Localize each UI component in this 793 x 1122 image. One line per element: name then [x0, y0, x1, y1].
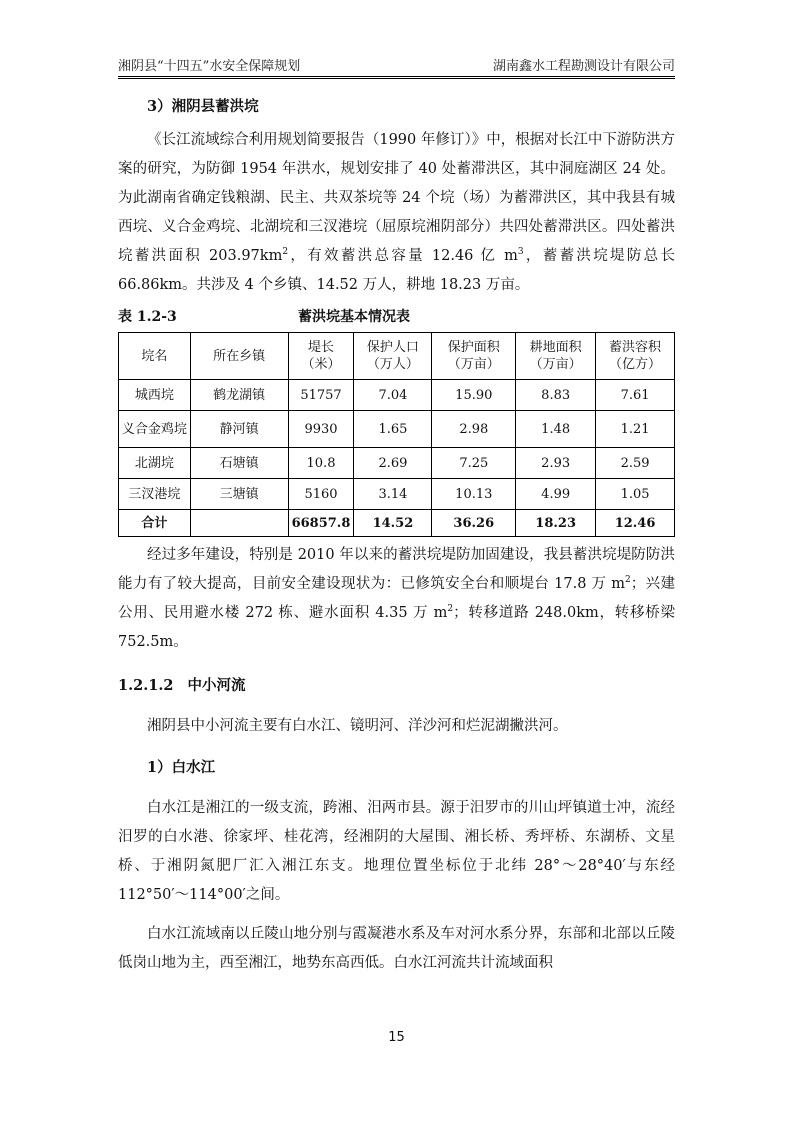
- table-header-row: [119, 333, 675, 380]
- table-cell: 2.93: [516, 448, 596, 479]
- header-rule-double: [118, 78, 675, 79]
- table-cell: 三汊港垸: [119, 479, 191, 510]
- table-cell: 14.52: [354, 510, 432, 537]
- table-cell: 9930: [288, 411, 354, 448]
- table-row: [119, 380, 675, 411]
- table-caption: [118, 304, 675, 330]
- section-heading: 3）湘阴县蓄洪垸: [147, 98, 259, 115]
- page-header: [118, 55, 675, 74]
- table-cell: 1.48: [516, 411, 596, 448]
- table-total-row: [119, 510, 675, 537]
- river-paragraph-2: 白水江流域南以丘陵山地分别与霞凝港水系及车对河水系分界，东部和北部以丘陵低岗山地为主，西至湘江，地势东高西低。白水江河流共计流域面积: [118, 926, 675, 971]
- table-row: [119, 411, 675, 448]
- table-cell: 7.25: [432, 448, 516, 479]
- table-cell: 1.21: [596, 411, 675, 448]
- table-cell: 15.90: [432, 380, 516, 411]
- header-cell: 耕地面积 （万亩）: [516, 333, 596, 380]
- table-cell: 4.99: [516, 479, 596, 510]
- table-cell: 1.65: [354, 411, 432, 448]
- table-cell: 合计: [119, 510, 191, 537]
- table-cell: 北湖垸: [119, 448, 191, 479]
- table-cell: 10.8: [288, 448, 354, 479]
- header-cell: 蓄洪容积 （亿方）: [596, 333, 675, 380]
- header-left-title: 湘阴县“十四五”水安全保障规划: [118, 59, 301, 74]
- table-cell: 城西垸: [119, 380, 191, 411]
- page-number: 15: [388, 1030, 405, 1045]
- table-cell: 静河镇: [190, 411, 288, 448]
- table-cell: 1.05: [596, 479, 675, 510]
- table-cell: 51757: [288, 380, 354, 411]
- table-cell: 鹤龙湖镇: [190, 380, 288, 411]
- table-cell: 3.14: [354, 479, 432, 510]
- header-rule: [118, 76, 675, 77]
- subsection-heading: 1.2.1.2 中小河流: [118, 677, 246, 694]
- header-cell: 堤长 （米）: [288, 333, 354, 380]
- table-cell: 8.83: [516, 380, 596, 411]
- table-cell: 66857.8: [288, 510, 354, 537]
- table-cell: [190, 510, 288, 537]
- table-cell: 义合金鸡垸: [119, 411, 191, 448]
- header-cell: 保护人口 （万人）: [354, 333, 432, 380]
- page-content: [118, 92, 675, 978]
- table-row: [119, 479, 675, 510]
- table-cell: 18.23: [516, 510, 596, 537]
- table-cell: 36.26: [432, 510, 516, 537]
- table-cell: 三塘镇: [190, 479, 288, 510]
- subsection-intro: 湘阴县中小河流主要有白水江、镜明河、洋沙河和烂泥湖撇洪河。: [147, 718, 568, 734]
- header-cell: 所在乡镇: [190, 333, 288, 380]
- table-number: 表 1.2-3: [118, 309, 177, 325]
- river-heading: 1）白水江: [147, 759, 216, 776]
- table-row: [119, 448, 675, 479]
- table-cell: 7.61: [596, 380, 675, 411]
- table-cell: 10.13: [432, 479, 516, 510]
- table-cell: 12.46: [596, 510, 675, 537]
- flood-storage-table: [118, 332, 675, 537]
- table-cell: 5160: [288, 479, 354, 510]
- header-cell: 垸名: [119, 333, 191, 380]
- table-title: 蓄洪垸基本情况表: [298, 309, 410, 325]
- river-paragraph-1: 白水江是湘江的一级支流，跨湘、汨两市县。源于汨罗市的川山坪镇道士冲，流经汨罗的白水港、徐家坪、桂花湾，经湘阴的大屋围、湘长桥、秀坪桥、东湖桥、文星桥、于湘阴氮肥厂汇入湘江东支。地理位置坐标位于北纬 28°～28°40′与东经 112°50′～114°00′之间。: [118, 800, 675, 903]
- header-right-company: 湖南鑫水工程勘测设计有限公司: [492, 59, 675, 74]
- table-cell: 7.04: [354, 380, 432, 411]
- section-paragraph: 《长江流域综合利用规划简要报告（1990 年修订）》中，根据对长江中下游防洪方案的研究，为防御 1954 年洪水，规划安排了 40 处蓄滞洪区，其中洞庭湖区 24 处。为此湖南省确定钱粮湖、民主、共双茶垸等 24 个垸（场）为蓄滞洪区，其中我县有城西垸、义合金鸡垸、北湖垸和三汊港垸（屈原垸湘阴部分）共四处蓄滞洪区。四处蓄洪垸蓄洪面积 $203.97km^2$，有效蓄洪总容量 12.46 亿 $m^3$，蓄蓄洪垸堤防总长 66.86km。共涉及 4 个乡镇、14.52 万人，耕地 18.23 万亩。: [118, 132, 676, 293]
- table-cell: 2.98: [432, 411, 516, 448]
- table-cell: 2.69: [354, 448, 432, 479]
- table-cell: 石塘镇: [190, 448, 288, 479]
- table-cell: 2.59: [596, 448, 675, 479]
- construction-paragraph: 经过多年建设，特别是 2010 年以来的蓄洪垸堤防加固建设，我县蓄洪垸堤防防洪能力有了较大提高，目前安全建设现状为：已修筑安全台和顺堤台 17.8 万 $m^2$；兴建公用、民用避水楼 272 栋、避水面积 4.35 万 $m^2$；转移道路 248.0km，转移桥梁 752.5m。: [118, 547, 676, 650]
- header-cell: 保护面积 （万亩）: [432, 333, 516, 380]
